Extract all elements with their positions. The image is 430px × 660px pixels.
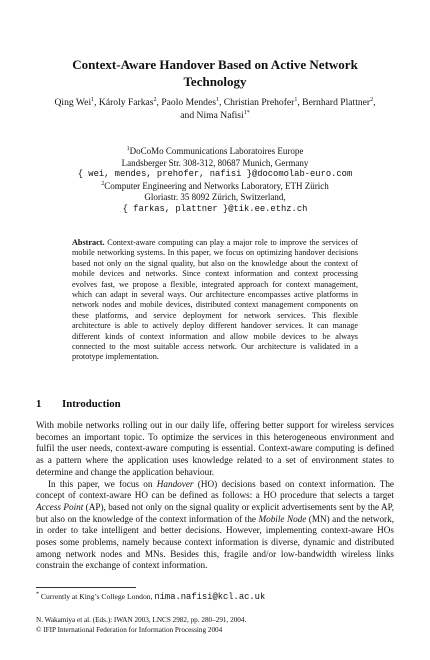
author-separator: , [373,97,376,108]
paragraph-2: In this paper, we focus on Handover (HO) decisions based on context information. The concept of context-aware HO can be defined as follows: a HO procedure that selects a target Access Point (AP), based not only on the signal quality or explicit advertisements sent by the AP, but also on the knowledge of the context information of the Mobile Node (MN) and the network, in order to take intelligent and better decisions. However, implementing context-aware HOs poses some problems, namely because context information is diverse, dynamic and distributed among network nodes and MNs. Besides this, fragile and/or low-bandwidth wireless links constrain the exchange of context information. [36,478,394,571]
author-separator: , [94,97,99,108]
author-line-2 [36,109,394,122]
term-mobile-node: Mobile Node [258,513,307,524]
affiliation-1-name: $^1$DoCoMo Communications Laboratoires Europe [126,146,304,156]
affiliation-sup: 2 [101,180,105,187]
author-separator: , [156,97,162,108]
title-line-1: Context-Aware Handover Based on Active Network [72,57,358,72]
paragraph-1: With mobile networks rolling out in our daily life, offering better support for wireless services becomes an important topic. To optimize the services in this heterogeneous environment and fulfil the user needs, context-aware computing is essential. Context-aware computing is defined as a pattern where the application uses knowledge related to a set of environment states to determine and change the application behaviour. [36,420,394,477]
author-separator: , [218,97,224,108]
author-sup: 1 [91,96,95,103]
citation-footer [36,616,394,635]
author-sup: 2 [153,96,157,103]
term-handover: Handover [156,478,194,489]
citation-line-2: © IFIP International Federation for Information Processing 2004 [36,625,223,634]
affiliation-1-email: { wei, mendes, prehofer, nafisi }@docomolab-euro.com [77,169,353,179]
author-name: Qing Wei [54,97,92,108]
title-line-2: Technology [183,74,247,89]
author-sup: 1 [294,96,298,103]
abstract-label: Abstract. [72,238,105,247]
author-sup: 2 [370,96,374,103]
footnote-mark: * [36,591,39,598]
section-heading [36,398,394,410]
abstract [72,238,358,363]
citation-line-1: N. Wakamiya et al. (Eds.): IWAN 2003, LNCS 2982, pp. 280–291, 2004. [36,616,247,624]
term-access-point: Access Point [36,501,84,512]
affiliation-2-email: { farkas, plattner }@tik.ee.ethz.ch [122,203,308,214]
author-and: and [180,110,197,121]
abstract-text: Context-aware computing can play a major role to improve the services of mobile networking systems. In this paper, we focus on optimizing handover decisions based not only on the signal quality, but also on the knowledge about the context of mobile devices and networks. Since context information and context processing evolves fast, we propose a flexible, integrated approach for context management, which can adapt in several ways. Our architecture encompasses active platforms in network nodes and mobile devices, distributed context management components on these platforms, and service deployment for network services. This flexible architecture is able to actively deploy different handover services. It can manage different kinds of context information and allow mobile devices to be always connected to the most suitable access network. Our architecture is validated in a prototype implementation. [72,238,359,362]
footnote-email: nima.nafisi@kcl.ac.uk [154,592,266,602]
author-name: Bernhard Plattner [302,97,371,108]
author-name: Paolo Mendes [161,97,216,108]
footnote-rule [36,587,136,588]
body-text [36,420,394,572]
author-list [36,96,394,122]
section-title: Introduction [62,398,121,410]
author-line-1 [36,96,394,109]
author-name: Károly Farkas [98,97,154,108]
section-number: 1 [36,398,42,410]
author-separator: , [297,97,303,108]
affiliation-sup: 1 [126,146,130,152]
author-name: Christian Prehofer [223,97,295,108]
affiliations [36,146,394,215]
affiliation-2-name: $^2$Computer Engineering and Networks Laboratory, ETH Zürich [101,180,329,191]
author-sup: 1* [243,109,250,116]
paper-title [36,56,394,90]
author-name: Nima Nafisi [196,110,244,121]
author-sup: 1 [215,96,219,103]
affiliation-2-address: Gloriastr. 35 8092 Zürich, Switzerland, [144,192,286,202]
footnote: * Currently at King’s College London, nima.nafisi@kcl.ac.uk [36,591,266,602]
affiliation-1-address: Landsberger Str. 308-312, 80687 Munich, Germany [121,157,309,168]
